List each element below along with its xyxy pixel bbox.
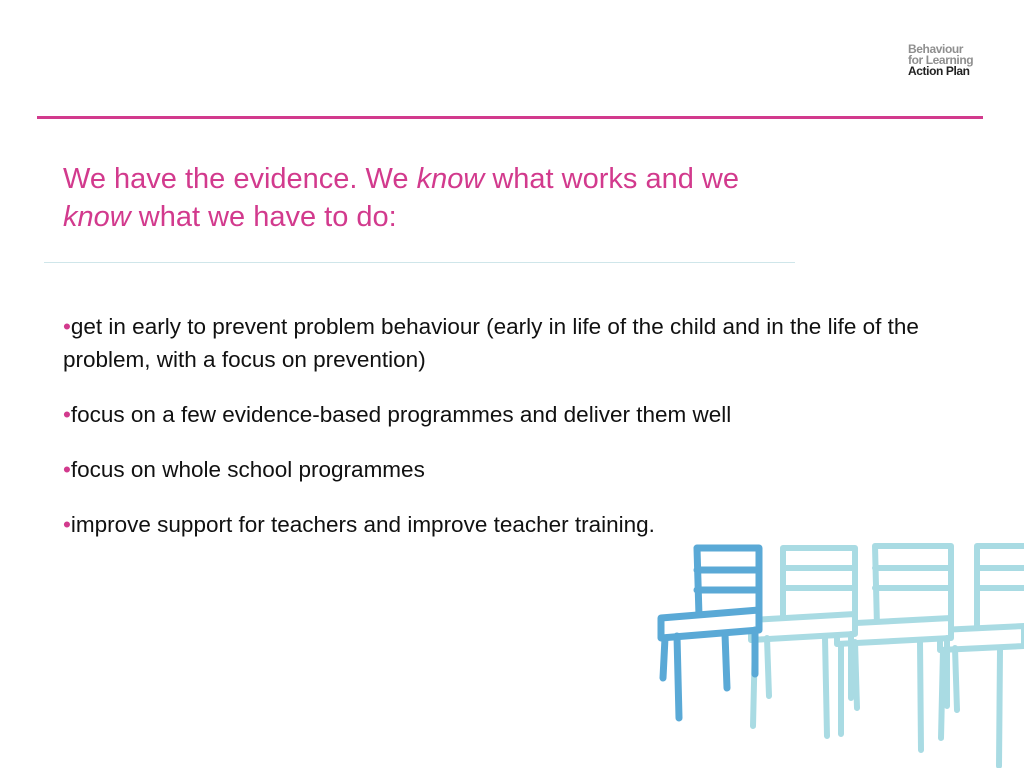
logo-line-2: for Learning [908, 53, 974, 67]
title-part-2: what works and we [484, 163, 739, 195]
bullet-text: focus on whole school programmes [70, 457, 425, 482]
bullet-text: get in early to prevent problem behaviour (early in life of the child and in the life of the problem, with a focus on prevention) [63, 314, 919, 372]
logo-line-1: Behaviour [908, 42, 964, 56]
bullet-item [63, 310, 923, 376]
bullet-item [63, 453, 923, 486]
title-part-3: what we have to do: [130, 201, 397, 233]
header-divider [37, 116, 983, 119]
behaviour-for-learning-logo [908, 44, 1008, 77]
title-emphasis-1: know [416, 163, 485, 195]
chair-icon [661, 548, 759, 718]
bullet-item [63, 398, 923, 431]
slide-title [63, 160, 883, 236]
bullet-marker: • [63, 457, 71, 482]
bullet-text: improve support for teachers and improve teacher training. [70, 512, 655, 537]
bullet-list [63, 310, 923, 563]
title-emphasis-2: know [63, 201, 131, 233]
title-underline [44, 262, 795, 263]
logo-line-3: Action Plan [908, 64, 970, 78]
bullet-marker: • [63, 402, 71, 427]
bullet-marker: • [63, 512, 71, 537]
title-part-1: We have the evidence. We [63, 163, 417, 195]
bullet-item [63, 508, 923, 541]
bullet-marker: • [63, 314, 71, 339]
bullet-text: focus on a few evidence-based programmes and deliver them well [70, 402, 732, 427]
chairs-illustration [655, 538, 1024, 768]
